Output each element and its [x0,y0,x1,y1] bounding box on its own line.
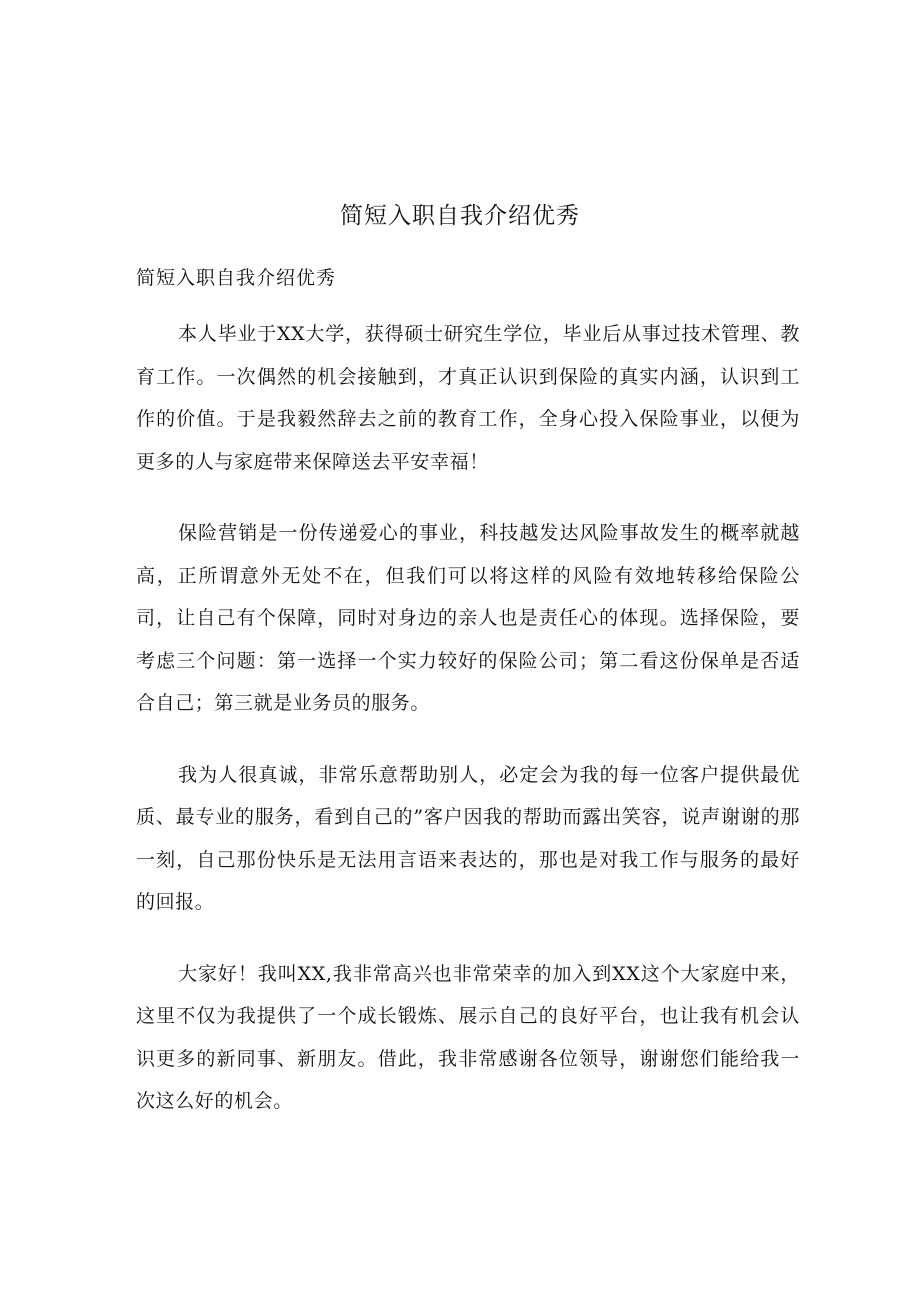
document-body [136,313,800,1152]
document-title: 简短入职自我介绍优秀 [340,203,580,229]
paragraph-greeting: 大家好！我叫XX,我非常高兴也非常荣幸的加入到XX这个大家庭中来，这里不仅为我提供了一个成长锻炼、展示自己的良好平台，也让我有机会认识更多的新同事、新朋友。借此，我非常感谢各位领导，谢谢您们能给我一次这么好的机会。 [136,962,800,1112]
document-subheading: 简短入职自我介绍优秀 [136,267,337,289]
paragraph-personality: 我为人很真诚，非常乐意帮助别人，必定会为我的每一位客户提供最优质、最专业的服务，看到自己的”客户因我的帮助而露出笑容，说声谢谢的那一刻，自己那份快乐是无法用言语来表达的，那也是对我工作与服务的最好的回报。 [136,763,800,913]
paragraph-insurance-career: 保险营销是一份传递爱心的事业，科技越发达风险事故发生的概率就越高，正所谓意外无处不在，但我们可以将这样的风险有效地转移给保险公司，让自己有个保障，同时对身边的亲人也是责任心的体现。选择保险，要考虑三个问题：第一选择一个实力较好的保险公司；第二看这份保单是否适合自己；第三就是业务员的服务。 [136,522,800,714]
paragraph-education: 本人毕业于XX大学，获得硕士研究生学位，毕业后从事过技术管理、教育工作。一次偶然的机会接触到，才真正认识到保险的真实内涵，认识到工作的价值。于是我毅然辞去之前的教育工作，全身心投入保险事业，以便为更多的人与家庭带来保障送去平安幸福！ [136,323,800,473]
